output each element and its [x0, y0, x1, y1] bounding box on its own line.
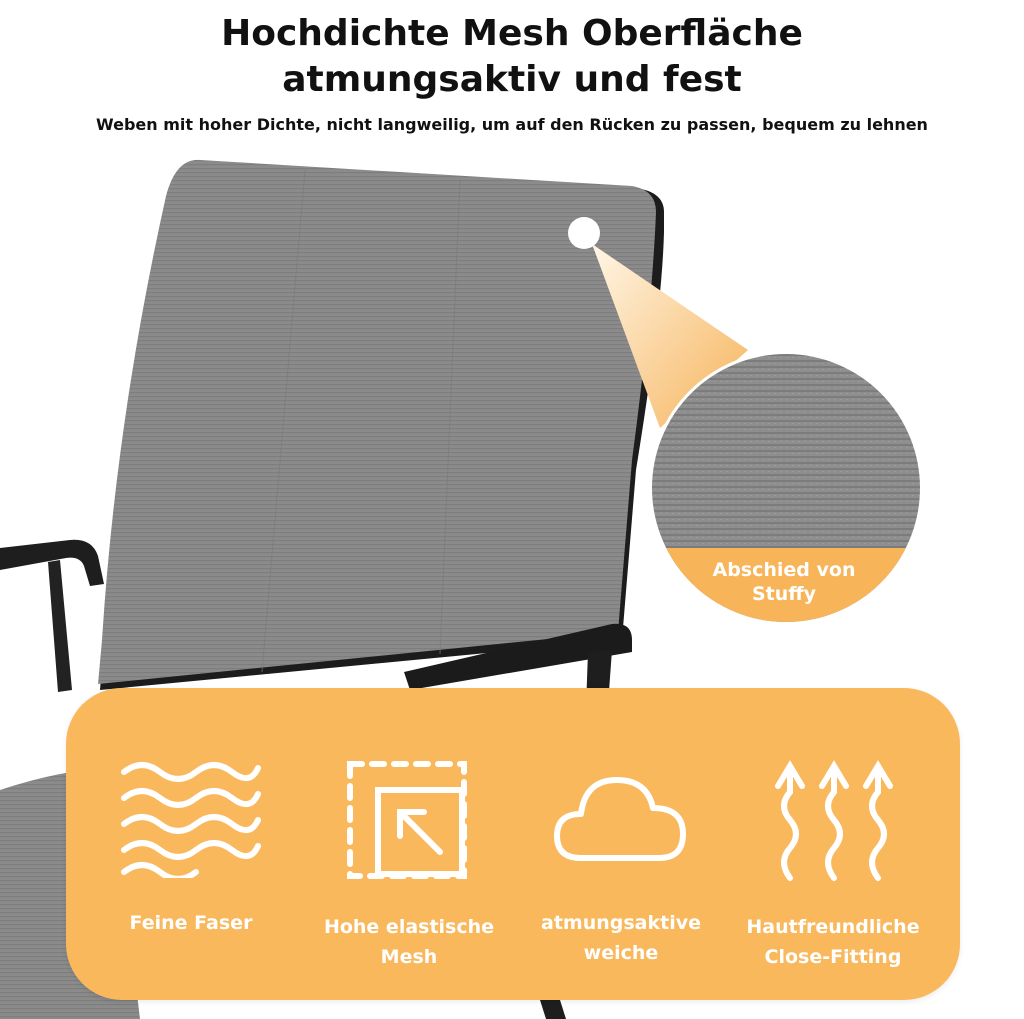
left-armrest — [0, 540, 104, 692]
feature-label-line-1: Hautfreundliche — [746, 916, 920, 938]
zoom-point-marker — [568, 217, 600, 249]
feature-label-line-2: Mesh — [380, 946, 438, 968]
cloud-icon — [551, 758, 691, 878]
expand-square-icon — [344, 758, 474, 882]
feature-panel — [66, 688, 960, 1000]
feature-skin-friendly — [738, 758, 928, 972]
feature-label-line-2: Close-Fitting — [764, 946, 902, 968]
headline-line-1: Hochdichte Mesh Oberfläche — [221, 13, 803, 54]
zoom-callout-label — [700, 558, 868, 606]
zoom-label-line-1: Abschied von — [712, 559, 856, 581]
headline-line-2: atmungsaktiv und fest — [282, 59, 742, 100]
heat-arrows-icon — [768, 758, 898, 882]
feature-elastic-mesh — [314, 758, 504, 972]
subheadline: Weben mit hoher Dichte, nicht langweilig, um auf den Rücken zu passen, bequem zu lehnen — [96, 115, 928, 134]
feature-label-line-1: atmungsaktive — [541, 912, 701, 934]
zoom-label-line-2: Stuffy — [751, 583, 817, 605]
feature-label-line-2: weiche — [583, 942, 659, 964]
feature-label-line-1: Hohe elastische — [323, 916, 495, 938]
feature-fine-fiber — [96, 758, 286, 938]
feature-breathable — [526, 758, 716, 968]
feature-label-line-1: Feine Faser — [129, 912, 253, 934]
wave-lines-icon — [116, 758, 266, 878]
